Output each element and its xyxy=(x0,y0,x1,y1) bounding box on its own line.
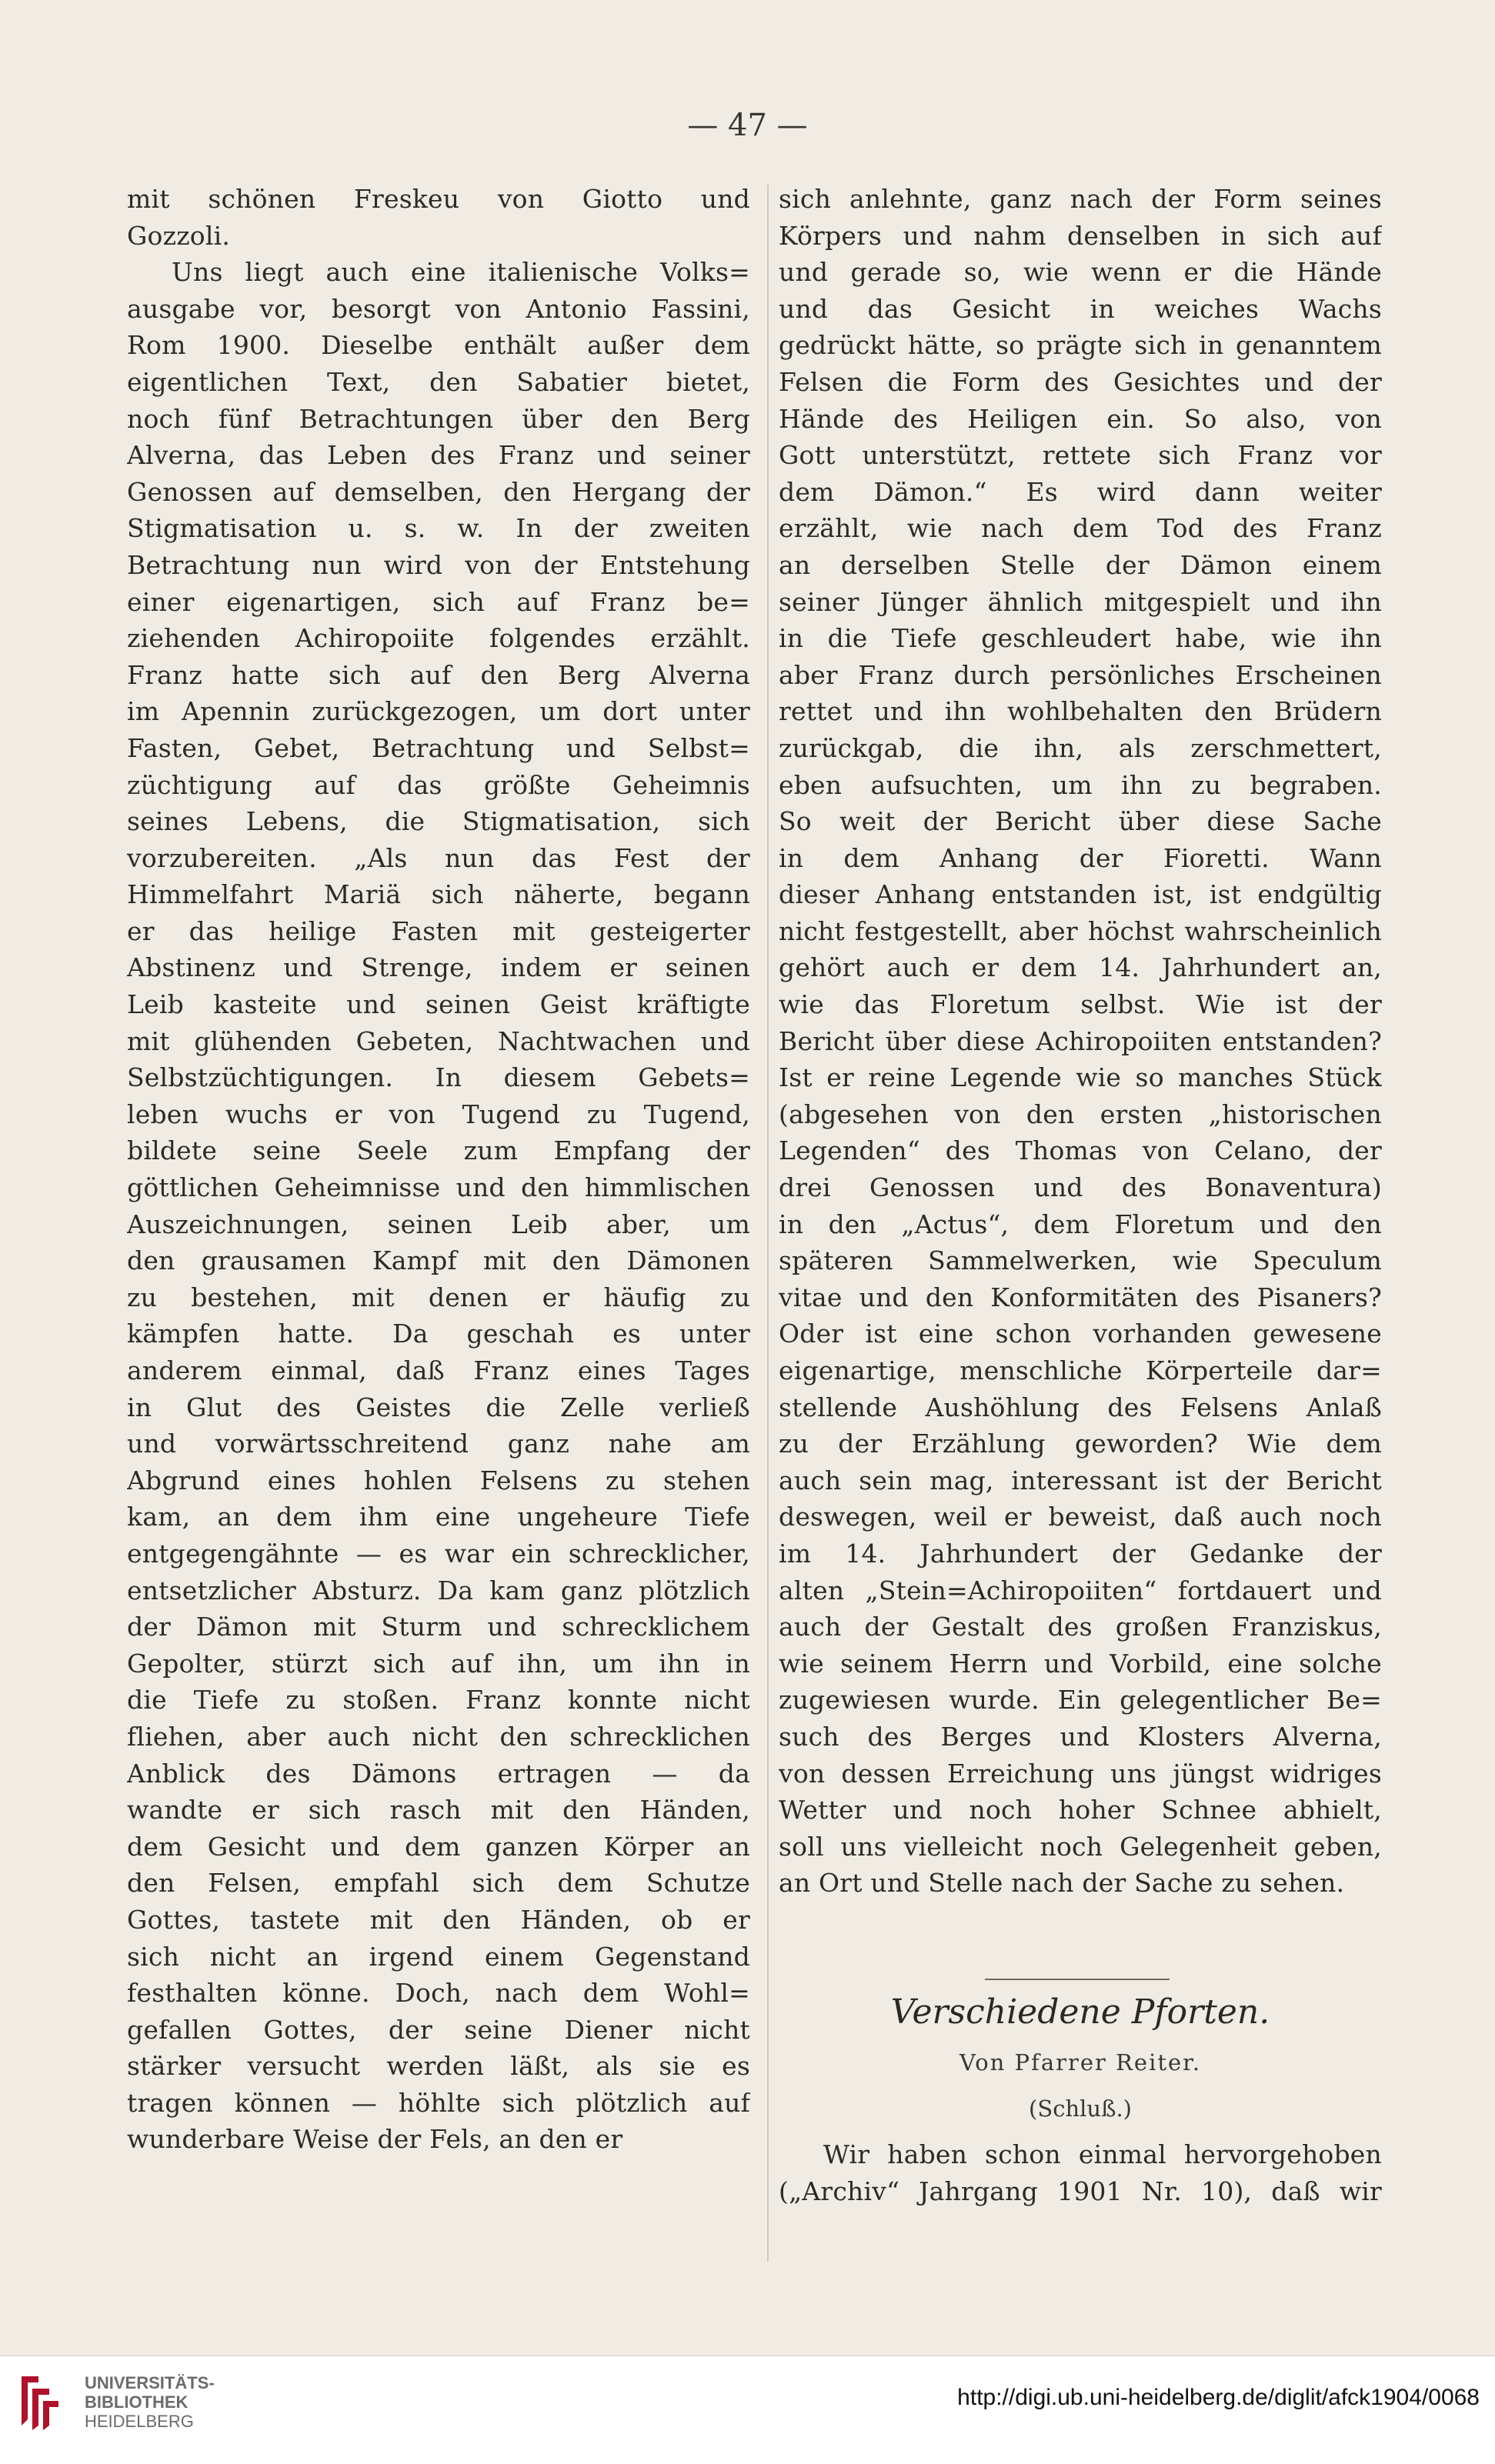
text-line: und das Gesicht in weiches Wachs xyxy=(779,293,1382,324)
section-body xyxy=(779,2136,1382,2209)
text-line: Ist er reine Legende wie so manches Stück xyxy=(779,1062,1382,1093)
text-line: dieser Anhang entstanden ist, ist endgültig xyxy=(779,879,1382,910)
text-line: So weit der Bericht über diese Sache xyxy=(779,806,1382,837)
text-line: deswegen, weil er beweist, daß auch noch xyxy=(779,1502,1382,1532)
text-line: Fasten, Gebet, Betrachtung und Selbst= xyxy=(127,732,750,763)
text-line: stellende Aushöhlung des Felsens Anlaß xyxy=(779,1392,1382,1422)
text-line: entsetzlicher Absturz. Da kam ganz plötzlich xyxy=(127,1575,750,1605)
text-line: zurückgab, die ihn, als zerschmettert, xyxy=(779,732,1382,763)
left-column xyxy=(127,181,750,2158)
text-line: rettet und ihn wohlbehalten den Brüdern xyxy=(779,696,1382,727)
library-line-2: BIBLIOTHEK xyxy=(85,2392,189,2412)
source-url-link[interactable]: http://digi.ub.uni-heidelberg.de/diglit/afck1904/0068 xyxy=(957,2385,1480,2410)
text-line: alten „Stein=Achiropoiiten“ fortdauert und xyxy=(779,1575,1382,1605)
library-line-3: HEIDELBERG xyxy=(85,2412,194,2431)
text-line: Legenden“ des Thomas von Celano, der xyxy=(779,1135,1382,1166)
text-line: wie seinem Herrn und Vorbild, eine solche xyxy=(779,1648,1382,1679)
text-line: kam, an dem ihm eine ungeheure Tiefe xyxy=(127,1502,750,1532)
text-line: in Glut des Geistes die Zelle verließ xyxy=(127,1392,750,1422)
text-line: an Ort und Stelle nach der Sache zu sehen. xyxy=(779,1868,1345,1899)
section-author: Von Pfarrer Reiter. xyxy=(959,2049,1202,2076)
text-line: an derselben Stelle der Dämon einem xyxy=(779,549,1382,580)
text-line: eigentlichen Text, den Sabatier bietet, xyxy=(127,366,750,397)
text-line: Stigmatisation u. s. w. In der zweiten xyxy=(127,513,750,544)
text-line: Anblick des Dämons ertragen — da xyxy=(127,1758,750,1789)
text-line: Gott unterstützt, rettete sich Franz vor xyxy=(779,440,1382,471)
text-line: wandte er sich rasch mit den Händen, xyxy=(127,1795,750,1825)
text-line: nicht festgestellt, aber höchst wahrscheinlich xyxy=(779,915,1382,946)
text-line: gefallen Gottes, der seine Diener nicht xyxy=(127,2014,750,2045)
text-line: Selbstzüchtigungen. In diesem Gebets= xyxy=(127,1062,750,1093)
text-line: wunderbare Weise der Fels, an den er xyxy=(127,2124,623,2155)
text-line: mit glühenden Gebeten, Nachtwachen und xyxy=(127,1025,750,1056)
text-line: seiner Jünger ähnlich mitgespielt und ihn xyxy=(779,586,1382,617)
text-line: Auszeichnungen, seinen Leib aber, um xyxy=(127,1209,750,1239)
text-line: vorzubereiten. „Als nun das Fest der xyxy=(127,842,750,873)
text-line: Wir haben schon einmal hervorgehoben xyxy=(823,2139,1382,2169)
text-line: Himmelfahrt Mariä sich näherte, begann xyxy=(127,879,750,910)
text-line: züchtigung auf das größte Geheimnis xyxy=(127,769,750,800)
text-line: Abgrund eines hohlen Felsens zu stehen xyxy=(127,1465,750,1495)
text-line: leben wuchs er von Tugend zu Tugend, xyxy=(127,1099,750,1129)
text-line: such des Berges und Klosters Alverna, xyxy=(779,1721,1382,1752)
text-line: noch fünf Betrachtungen über den Berg xyxy=(127,403,750,434)
text-line: seines Lebens, die Stigmatisation, sich xyxy=(127,806,750,837)
text-line: aber Franz durch persönliches Erscheinen xyxy=(779,659,1382,690)
text-line: Leib kasteite und seinen Geist kräftigte xyxy=(127,989,750,1020)
library-name xyxy=(85,2373,215,2431)
text-line: bildete seine Seele zum Empfang der xyxy=(127,1135,750,1166)
text-line: gedrückt hätte, so prägte sich in genanntem xyxy=(779,330,1382,361)
text-line: Felsen die Form des Gesichtes und der xyxy=(779,366,1382,397)
text-line: zu der Erzählung geworden? Wie dem xyxy=(779,1429,1382,1459)
text-line: im Apennin zurückgezogen, um dort unter xyxy=(127,696,750,727)
section-rule xyxy=(985,1979,1170,1980)
text-line: entgegengähnte — es war ein schrecklicher, xyxy=(127,1538,750,1569)
text-line: Hände des Heiligen ein. So also, von xyxy=(779,403,1382,434)
text-line: mit schönen Freskeu von Giotto und xyxy=(127,184,750,214)
text-line: in die Tiefe geschleudert habe, wie ihn xyxy=(779,623,1382,654)
text-line: zu bestehen, mit denen er häufig zu xyxy=(127,1282,750,1312)
text-line: Uns liegt auch eine italienische Volks= xyxy=(172,257,750,288)
text-line: und gerade so, wie wenn er die Hände xyxy=(779,257,1382,288)
text-line: Körpers und nahm denselben in sich auf xyxy=(779,220,1382,251)
text-line: tragen können — höhlte sich plötzlich auf xyxy=(127,2087,750,2118)
text-line: festhalten könne. Doch, nach dem Wohl= xyxy=(127,1978,750,2009)
text-line: in dem Anhang der Fioretti. Wann xyxy=(779,842,1382,873)
text-line: fliehen, aber auch nicht den schrecklichen xyxy=(127,1721,750,1752)
text-line: ausgabe vor, besorgt von Antonio Fassini, xyxy=(127,293,750,324)
text-line: den Felsen, empfahl sich dem Schutze xyxy=(127,1868,750,1899)
text-line: eben aufsuchten, um ihn zu begraben. xyxy=(779,769,1382,800)
text-line: den grausamen Kampf mit den Dämonen xyxy=(127,1245,750,1276)
text-line: ziehenden Achiropoiite folgendes erzählt. xyxy=(127,623,750,654)
library-line-1: UNIVERSITÄTS- xyxy=(85,2373,215,2392)
text-line: kämpfen hatte. Da geschah es unter xyxy=(127,1319,750,1349)
text-line: dem Dämon.“ Es wird dann weiter xyxy=(779,476,1382,507)
text-line: in den „Actus“, dem Floretum und den xyxy=(779,1209,1382,1239)
text-line: stärker versucht werden läßt, als sie es xyxy=(127,2051,750,2082)
text-line: anderem einmal, daß Franz eines Tages xyxy=(127,1355,750,1385)
text-line: Abstinenz und Strenge, indem er seinen xyxy=(127,952,750,983)
text-line: Gepolter, stürzt sich auf ihn, um ihn in xyxy=(127,1648,750,1679)
text-line: gehört auch er dem 14. Jahrhundert an, xyxy=(779,952,1382,983)
text-line: (abgesehen von den ersten „historischen xyxy=(779,1099,1382,1129)
text-line: erzählt, wie nach dem Tod des Franz xyxy=(779,513,1382,544)
text-line: sich nicht an irgend einem Gegenstand xyxy=(127,1941,750,1972)
column-divider xyxy=(767,185,769,2262)
text-line: dem Gesicht und dem ganzen Körper an xyxy=(127,1831,750,1862)
section-title: Verschiedene Pforten. xyxy=(890,1992,1270,2032)
text-line: Franz hatte sich auf den Berg Alverna xyxy=(127,659,750,690)
text-line: soll uns vielleicht noch Gelegenheit geben, xyxy=(779,1831,1382,1862)
text-line: die Tiefe zu stoßen. Franz konnte nicht xyxy=(127,1685,750,1715)
library-logo-icon xyxy=(15,2372,62,2432)
section-note: (Schluß.) xyxy=(1029,2096,1132,2122)
text-line: Wetter und noch hoher Schnee abhielt, xyxy=(779,1795,1382,1825)
text-line: zugewiesen wurde. Ein gelegentlicher Be= xyxy=(779,1685,1382,1715)
page-number: — 47 — xyxy=(687,108,808,143)
text-line: einer eigenartigen, sich auf Franz be= xyxy=(127,586,750,617)
text-line: Gottes, tastete mit den Händen, ob er xyxy=(127,1904,750,1935)
text-line: auch der Gestalt des großen Franziskus, xyxy=(779,1612,1382,1642)
text-line: Rom 1900. Dieselbe enthält außer dem xyxy=(127,330,750,361)
text-line: späteren Sammelwerken, wie Speculum xyxy=(779,1245,1382,1276)
text-line: von dessen Erreichung uns jüngst widriges xyxy=(779,1758,1382,1789)
text-line: Betrachtung nun wird von der Entstehung xyxy=(127,549,750,580)
right-column xyxy=(779,181,1382,1902)
text-line: Bericht über diese Achiropoiiten entstanden? xyxy=(779,1025,1382,1056)
text-line: und vorwärtsschreitend ganz nahe am xyxy=(127,1429,750,1459)
text-line: der Dämon mit Sturm und schrecklichem xyxy=(127,1612,750,1642)
text-line: sich anlehnte, ganz nach der Form seines xyxy=(779,184,1382,214)
text-line: Gozzoli. xyxy=(127,220,231,251)
text-line: Alverna, das Leben des Franz und seiner xyxy=(127,440,750,471)
text-line: („Archiv“ Jahrgang 1901 Nr. 10), daß wir xyxy=(779,2176,1382,2206)
text-line: eigenartige, menschliche Körperteile dar= xyxy=(779,1355,1382,1385)
text-line: im 14. Jahrhundert der Gedanke der xyxy=(779,1538,1382,1569)
text-line: Oder ist eine schon vorhanden gewesene xyxy=(779,1319,1382,1349)
text-line: er das heilige Fasten mit gesteigerter xyxy=(127,915,750,946)
text-line: auch sein mag, interessant ist der Bericht xyxy=(779,1465,1382,1495)
text-line: drei Genossen und des Bonaventura) xyxy=(779,1172,1382,1203)
text-line: wie das Floretum selbst. Wie ist der xyxy=(779,989,1382,1020)
text-line: göttlichen Geheimnisse und den himmlischen xyxy=(127,1172,750,1203)
text-line: vitae und den Konformitäten des Pisaners? xyxy=(779,1282,1382,1312)
text-line: Genossen auf demselben, den Hergang der xyxy=(127,476,750,507)
